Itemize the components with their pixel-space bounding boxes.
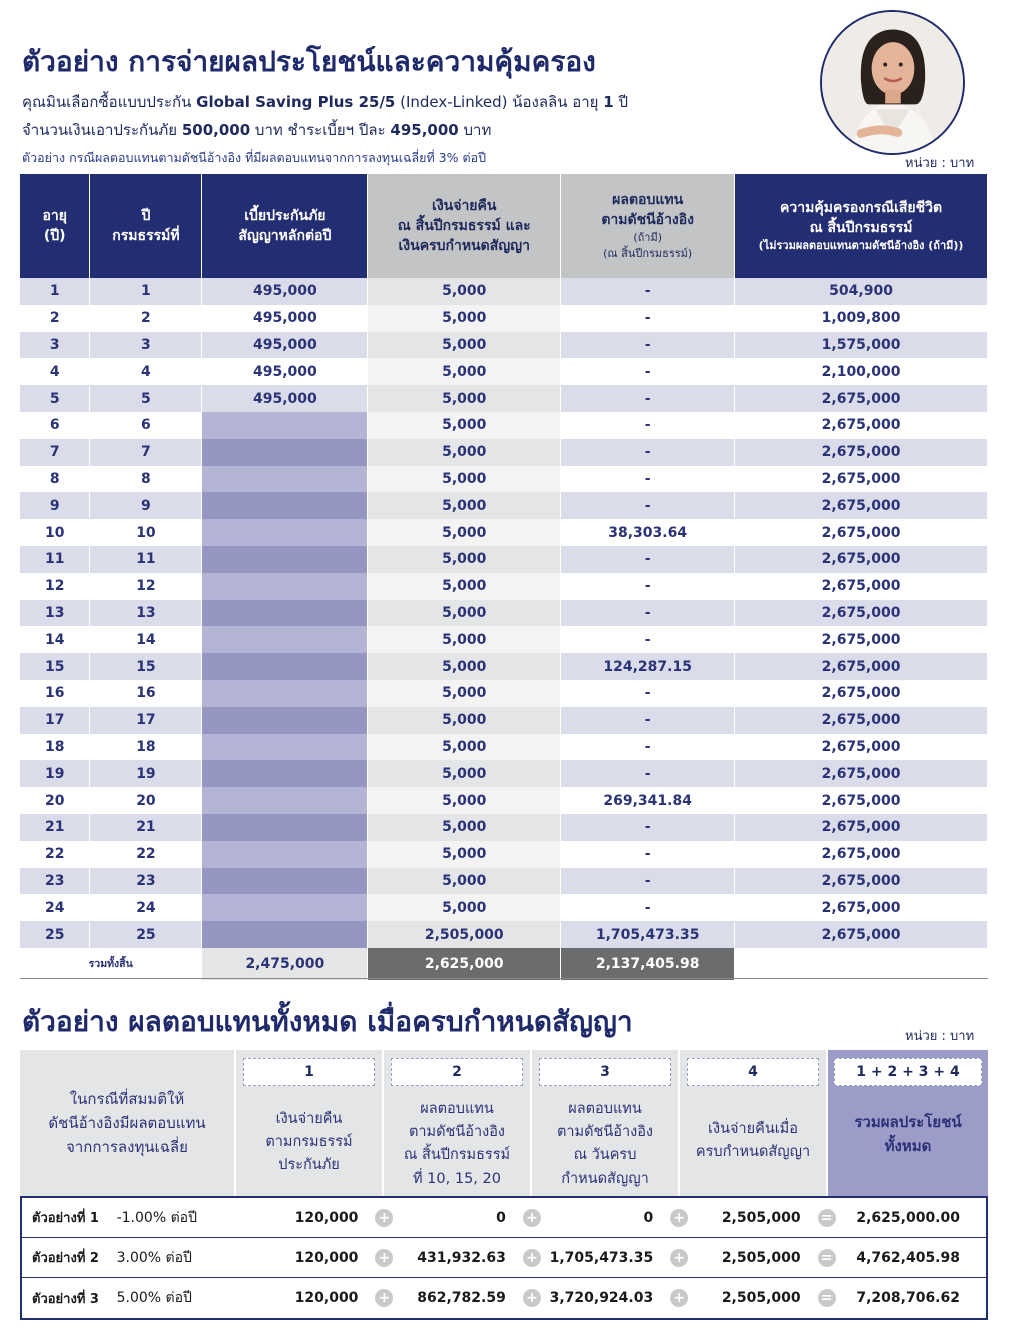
cashback-cell: 5,000 bbox=[368, 358, 561, 385]
cashback-cell: 5,000 bbox=[368, 814, 561, 841]
cashback-cell: 5,000 bbox=[368, 894, 561, 921]
cashback-cell: 5,000 bbox=[368, 734, 561, 761]
index-return-cell: - bbox=[561, 439, 735, 466]
coverage-cell: 2,675,000 bbox=[735, 894, 988, 921]
scenario-rate: 5.00% ต่อปี bbox=[116, 1290, 192, 1306]
value-2: 0 + bbox=[384, 1210, 531, 1226]
cashback-cell: 5,000 bbox=[368, 573, 561, 600]
age-cell: 15 bbox=[20, 653, 90, 680]
cashback-cell: 5,000 bbox=[368, 707, 561, 734]
age-cell: 1 bbox=[20, 278, 90, 305]
index-return-cell: - bbox=[561, 626, 735, 653]
table-row bbox=[20, 412, 988, 439]
premium-cell bbox=[202, 573, 368, 600]
age-cell: 25 bbox=[20, 921, 90, 948]
premium-cell bbox=[202, 894, 368, 921]
year-cell: 14 bbox=[90, 626, 202, 653]
year-cell: 11 bbox=[90, 546, 202, 573]
table-row bbox=[20, 626, 988, 653]
intro-line-1: คุณมินเลือกซื้อแบบประกัน Global Saving Plus 25/5 (Index-Linked) น้องลลิน อายุ 1 ปี bbox=[22, 93, 628, 111]
table-row bbox=[20, 519, 988, 546]
index-return-cell: - bbox=[561, 760, 735, 787]
scenario-row bbox=[22, 1198, 986, 1238]
premium-cell: 495,000 bbox=[202, 385, 368, 412]
premium-cell bbox=[202, 707, 368, 734]
coverage-cell: 2,675,000 bbox=[735, 385, 988, 412]
equals-icon: = bbox=[818, 1249, 836, 1267]
year-cell: 6 bbox=[90, 412, 202, 439]
year-cell: 5 bbox=[90, 385, 202, 412]
year-cell: 15 bbox=[90, 653, 202, 680]
year-cell: 20 bbox=[90, 787, 202, 814]
index-return-cell: - bbox=[561, 573, 735, 600]
cashback-cell: 5,000 bbox=[368, 653, 561, 680]
table-row bbox=[20, 787, 988, 814]
index-return-cell: - bbox=[561, 278, 735, 305]
coverage-cell: 2,675,000 bbox=[735, 466, 988, 493]
year-cell: 7 bbox=[90, 439, 202, 466]
premium-cell bbox=[202, 519, 368, 546]
year-cell: 9 bbox=[90, 492, 202, 519]
table-row bbox=[20, 466, 988, 493]
scenario-row bbox=[22, 1278, 986, 1318]
age-cell: 7 bbox=[20, 439, 90, 466]
total-empty bbox=[735, 948, 988, 980]
total-label: รวมทั้งสิ้น bbox=[20, 948, 202, 980]
premium-cell bbox=[202, 546, 368, 573]
premium-cell bbox=[202, 653, 368, 680]
index-return-cell: - bbox=[561, 546, 735, 573]
value-4: 2,505,000 = bbox=[679, 1290, 826, 1306]
year-cell: 24 bbox=[90, 894, 202, 921]
year-cell: 8 bbox=[90, 466, 202, 493]
coverage-cell: 1,009,800 bbox=[735, 305, 988, 332]
premium-cell: 495,000 bbox=[202, 358, 368, 385]
coverage-cell: 2,675,000 bbox=[735, 412, 988, 439]
plus-icon: + bbox=[670, 1209, 688, 1227]
coverage-cell: 2,675,000 bbox=[735, 734, 988, 761]
scenario-label: ตัวอย่างที่ 2 bbox=[32, 1251, 99, 1266]
table-row bbox=[20, 439, 988, 466]
table-row bbox=[20, 600, 988, 627]
col-1-header: 1 เงินจ่ายคืน ตามกรมธรรม์ ประกันภัย bbox=[236, 1050, 384, 1196]
age-cell: 6 bbox=[20, 412, 90, 439]
table-row bbox=[20, 894, 988, 921]
value-3: 3,720,924.03 + bbox=[532, 1290, 679, 1306]
equals-icon: = bbox=[818, 1209, 836, 1227]
col-index-header: ผลตอบแทน ตามดัชนีอ้างอิง (ถ้ามี) (ณ สิ้นปีกรมธรรม์) bbox=[561, 174, 735, 278]
premium-cell bbox=[202, 868, 368, 895]
table-row bbox=[20, 734, 988, 761]
plus-icon: + bbox=[523, 1209, 541, 1227]
premium-cell: 495,000 bbox=[202, 305, 368, 332]
index-return-cell: - bbox=[561, 680, 735, 707]
presenter-photo bbox=[820, 10, 965, 155]
plus-icon: + bbox=[670, 1249, 688, 1267]
premium-cell bbox=[202, 680, 368, 707]
coverage-cell: 2,675,000 bbox=[735, 707, 988, 734]
year-cell: 1 bbox=[90, 278, 202, 305]
table-row bbox=[20, 278, 988, 305]
index-return-cell: - bbox=[561, 332, 735, 359]
scenario-header: ในกรณีที่สมมติให้ ดัชนีอ้างอิงมีผลตอบแทน จากการลงทุนเฉลี่ย bbox=[20, 1050, 236, 1196]
coverage-cell: 2,675,000 bbox=[735, 680, 988, 707]
age-cell: 23 bbox=[20, 868, 90, 895]
summary-table bbox=[20, 1050, 988, 1320]
age-cell: 12 bbox=[20, 573, 90, 600]
table-row bbox=[20, 760, 988, 787]
value-4: 2,505,000 = bbox=[679, 1210, 826, 1226]
table-row bbox=[20, 305, 988, 332]
col-4-header: 4 เงินจ่ายคืนเมื่อ ครบกำหนดสัญญา bbox=[680, 1050, 828, 1196]
index-return-cell: 38,303.64 bbox=[561, 519, 735, 546]
plus-icon: + bbox=[375, 1249, 393, 1267]
col-age-header: อายุ (ปี) bbox=[20, 174, 90, 278]
premium-cell bbox=[202, 600, 368, 627]
cashback-cell: 5,000 bbox=[368, 760, 561, 787]
table-row bbox=[20, 921, 988, 948]
table-header bbox=[20, 174, 988, 278]
scenario-rate: -1.00% ต่อปี bbox=[116, 1209, 197, 1226]
premium-cell bbox=[202, 814, 368, 841]
plus-icon: + bbox=[375, 1209, 393, 1227]
year-cell: 3 bbox=[90, 332, 202, 359]
total-value: 7,208,706.62 bbox=[856, 1290, 960, 1306]
plus-icon: + bbox=[375, 1289, 393, 1307]
index-return-cell: - bbox=[561, 385, 735, 412]
year-cell: 12 bbox=[90, 573, 202, 600]
table-row bbox=[20, 653, 988, 680]
premium-cell bbox=[202, 734, 368, 761]
table-row bbox=[20, 546, 988, 573]
equals-icon: = bbox=[818, 1289, 836, 1307]
premium-cell: 495,000 bbox=[202, 332, 368, 359]
total-value: 2,625,000.00 bbox=[856, 1209, 960, 1226]
table-row bbox=[20, 868, 988, 895]
age-cell: 13 bbox=[20, 600, 90, 627]
premium-cell bbox=[202, 492, 368, 519]
index-return-cell: - bbox=[561, 305, 735, 332]
coverage-cell: 2,675,000 bbox=[735, 760, 988, 787]
value-4: 2,505,000 = bbox=[679, 1250, 826, 1266]
cashback-cell: 5,000 bbox=[368, 385, 561, 412]
year-cell: 25 bbox=[90, 921, 202, 948]
cashback-cell: 5,000 bbox=[368, 600, 561, 627]
total-index-return: 2,137,405.98 bbox=[561, 948, 735, 980]
age-cell: 18 bbox=[20, 734, 90, 761]
divider bbox=[20, 978, 988, 979]
cashback-cell: 2,505,000 bbox=[368, 921, 561, 948]
cashback-cell: 5,000 bbox=[368, 546, 561, 573]
cashback-cell: 5,000 bbox=[368, 439, 561, 466]
coverage-cell: 2,675,000 bbox=[735, 600, 988, 627]
table-row bbox=[20, 492, 988, 519]
premium-cell: 495,000 bbox=[202, 278, 368, 305]
index-return-cell: - bbox=[561, 841, 735, 868]
total-cashback: 2,625,000 bbox=[368, 948, 561, 980]
value-3: 1,705,473.35 + bbox=[532, 1250, 679, 1266]
age-cell: 22 bbox=[20, 841, 90, 868]
cashback-cell: 5,000 bbox=[368, 519, 561, 546]
coverage-cell: 2,675,000 bbox=[735, 814, 988, 841]
value-1: 120,000 + bbox=[237, 1290, 384, 1306]
col-cashback-header: เงินจ่ายคืน ณ สิ้นปีกรมธรรม์ และ เงินครบกำหนดสัญญา bbox=[368, 174, 561, 278]
cashback-cell: 5,000 bbox=[368, 332, 561, 359]
total-row bbox=[20, 948, 988, 980]
index-return-cell: - bbox=[561, 868, 735, 895]
cashback-cell: 5,000 bbox=[368, 412, 561, 439]
total-header: 1 + 2 + 3 + 4 รวมผลประโยชน์ ทั้งหมด bbox=[828, 1050, 988, 1196]
age-cell: 11 bbox=[20, 546, 90, 573]
year-cell: 19 bbox=[90, 760, 202, 787]
coverage-cell: 2,675,000 bbox=[735, 519, 988, 546]
col-3-header: 3 ผลตอบแทน ตามดัชนีอ้างอิง ณ วันครบ กำหนดสัญญา bbox=[532, 1050, 680, 1196]
cashback-cell: 5,000 bbox=[368, 787, 561, 814]
year-cell: 2 bbox=[90, 305, 202, 332]
cashback-cell: 5,000 bbox=[368, 305, 561, 332]
index-return-cell: 124,287.15 bbox=[561, 653, 735, 680]
total-premium: 2,475,000 bbox=[202, 948, 368, 980]
coverage-cell: 1,575,000 bbox=[735, 332, 988, 359]
value-1: 120,000 + bbox=[237, 1250, 384, 1266]
index-return-cell: - bbox=[561, 707, 735, 734]
premium-cell bbox=[202, 412, 368, 439]
index-return-cell: - bbox=[561, 734, 735, 761]
index-return-cell: - bbox=[561, 492, 735, 519]
index-return-cell: - bbox=[561, 412, 735, 439]
premium-cell bbox=[202, 626, 368, 653]
index-return-cell: - bbox=[561, 814, 735, 841]
summary-unit-label: หน่วย : บาท bbox=[905, 1029, 975, 1044]
value-3: 0 + bbox=[532, 1210, 679, 1226]
scenario-label: ตัวอย่างที่ 3 bbox=[32, 1291, 99, 1307]
year-cell: 17 bbox=[90, 707, 202, 734]
index-return-cell: - bbox=[561, 894, 735, 921]
plus-icon: + bbox=[523, 1289, 541, 1307]
coverage-cell: 2,675,000 bbox=[735, 546, 988, 573]
age-cell: 19 bbox=[20, 760, 90, 787]
coverage-cell: 2,675,000 bbox=[735, 439, 988, 466]
year-cell: 23 bbox=[90, 868, 202, 895]
age-cell: 17 bbox=[20, 707, 90, 734]
index-return-cell: 1,705,473.35 bbox=[561, 921, 735, 948]
year-cell: 18 bbox=[90, 734, 202, 761]
cashback-cell: 5,000 bbox=[368, 868, 561, 895]
table-row bbox=[20, 358, 988, 385]
col-year-header: ปี กรมธรรม์ที่ bbox=[90, 174, 202, 278]
summary-body bbox=[20, 1196, 988, 1320]
plus-icon: + bbox=[670, 1289, 688, 1307]
person-illustration bbox=[822, 12, 963, 153]
scenario-rate: 3.00% ต่อปี bbox=[116, 1249, 192, 1266]
col-2-header: 2 ผลตอบแทน ตามดัชนีอ้างอิง ณ สิ้นปีกรมธรรม์ ที่ 10, 15, 20 bbox=[384, 1050, 532, 1196]
year-cell: 13 bbox=[90, 600, 202, 627]
coverage-cell: 504,900 bbox=[735, 278, 988, 305]
total-value: 4,762,405.98 bbox=[856, 1249, 960, 1266]
index-return-cell: - bbox=[561, 358, 735, 385]
col-premium-header: เบี้ยประกันภัย สัญญาหลักต่อปี bbox=[202, 174, 368, 278]
plus-icon: + bbox=[523, 1249, 541, 1267]
year-cell: 10 bbox=[90, 519, 202, 546]
coverage-cell: 2,100,000 bbox=[735, 358, 988, 385]
scenario-note: ตัวอย่าง กรณีผลตอบแทนตามดัชนีอ้างอิง ที่มีผลตอบแทนจากการลงทุนเฉลี่ยที่ 3% ต่อปี bbox=[22, 150, 487, 165]
age-cell: 16 bbox=[20, 680, 90, 707]
value-2: 862,782.59 + bbox=[384, 1290, 531, 1306]
coverage-cell: 2,675,000 bbox=[735, 626, 988, 653]
value-2: 431,932.63 + bbox=[384, 1250, 531, 1266]
intro-line-2: จำนวนเงินเอาประกันภัย 500,000 บาท ชำระเบี้ยฯ ปีละ 495,000 บาท bbox=[22, 121, 492, 139]
age-cell: 5 bbox=[20, 385, 90, 412]
value-1: 120,000 + bbox=[237, 1210, 384, 1226]
table-row bbox=[20, 680, 988, 707]
benefit-table bbox=[20, 174, 988, 980]
cashback-cell: 5,000 bbox=[368, 278, 561, 305]
col-coverage-header: ความคุ้มครองกรณีเสียชีวิต ณ สิ้นปีกรมธรรม์ (ไม่รวมผลตอบแทนตามดัชนีอ้างอิง (ถ้ามี)) bbox=[735, 174, 988, 278]
age-cell: 20 bbox=[20, 787, 90, 814]
year-cell: 21 bbox=[90, 814, 202, 841]
table-row bbox=[20, 385, 988, 412]
year-cell: 22 bbox=[90, 841, 202, 868]
index-return-cell: - bbox=[561, 466, 735, 493]
summary-header bbox=[20, 1050, 988, 1196]
table-row bbox=[20, 573, 988, 600]
premium-cell bbox=[202, 921, 368, 948]
cashback-cell: 5,000 bbox=[368, 626, 561, 653]
coverage-cell: 2,675,000 bbox=[735, 868, 988, 895]
scenario-row bbox=[22, 1238, 986, 1278]
cashback-cell: 5,000 bbox=[368, 492, 561, 519]
age-cell: 2 bbox=[20, 305, 90, 332]
coverage-cell: 2,675,000 bbox=[735, 573, 988, 600]
table-row bbox=[20, 332, 988, 359]
age-cell: 4 bbox=[20, 358, 90, 385]
coverage-cell: 2,675,000 bbox=[735, 841, 988, 868]
age-cell: 9 bbox=[20, 492, 90, 519]
premium-cell bbox=[202, 841, 368, 868]
age-cell: 3 bbox=[20, 332, 90, 359]
premium-cell bbox=[202, 787, 368, 814]
table-row bbox=[20, 707, 988, 734]
coverage-cell: 2,675,000 bbox=[735, 787, 988, 814]
coverage-cell: 2,675,000 bbox=[735, 921, 988, 948]
premium-cell bbox=[202, 466, 368, 493]
cashback-cell: 5,000 bbox=[368, 841, 561, 868]
page-title: ตัวอย่าง การจ่ายผลประโยชน์และความคุ้มครอง bbox=[22, 45, 596, 78]
premium-cell bbox=[202, 439, 368, 466]
year-cell: 16 bbox=[90, 680, 202, 707]
table-row bbox=[20, 814, 988, 841]
coverage-cell: 2,675,000 bbox=[735, 492, 988, 519]
age-cell: 8 bbox=[20, 466, 90, 493]
unit-label: หน่วย : บาท bbox=[905, 156, 975, 171]
age-cell: 10 bbox=[20, 519, 90, 546]
year-cell: 4 bbox=[90, 358, 202, 385]
cashback-cell: 5,000 bbox=[368, 466, 561, 493]
table-row bbox=[20, 841, 988, 868]
age-cell: 14 bbox=[20, 626, 90, 653]
index-return-cell: 269,341.84 bbox=[561, 787, 735, 814]
age-cell: 21 bbox=[20, 814, 90, 841]
index-return-cell: - bbox=[561, 600, 735, 627]
age-cell: 24 bbox=[20, 894, 90, 921]
coverage-cell: 2,675,000 bbox=[735, 653, 988, 680]
premium-cell bbox=[202, 760, 368, 787]
scenario-label: ตัวอย่างที่ 1 bbox=[32, 1211, 99, 1226]
summary-title: ตัวอย่าง ผลตอบแทนทั้งหมด เมื่อครบกำหนดสัญญา bbox=[22, 1005, 633, 1038]
cashback-cell: 5,000 bbox=[368, 680, 561, 707]
